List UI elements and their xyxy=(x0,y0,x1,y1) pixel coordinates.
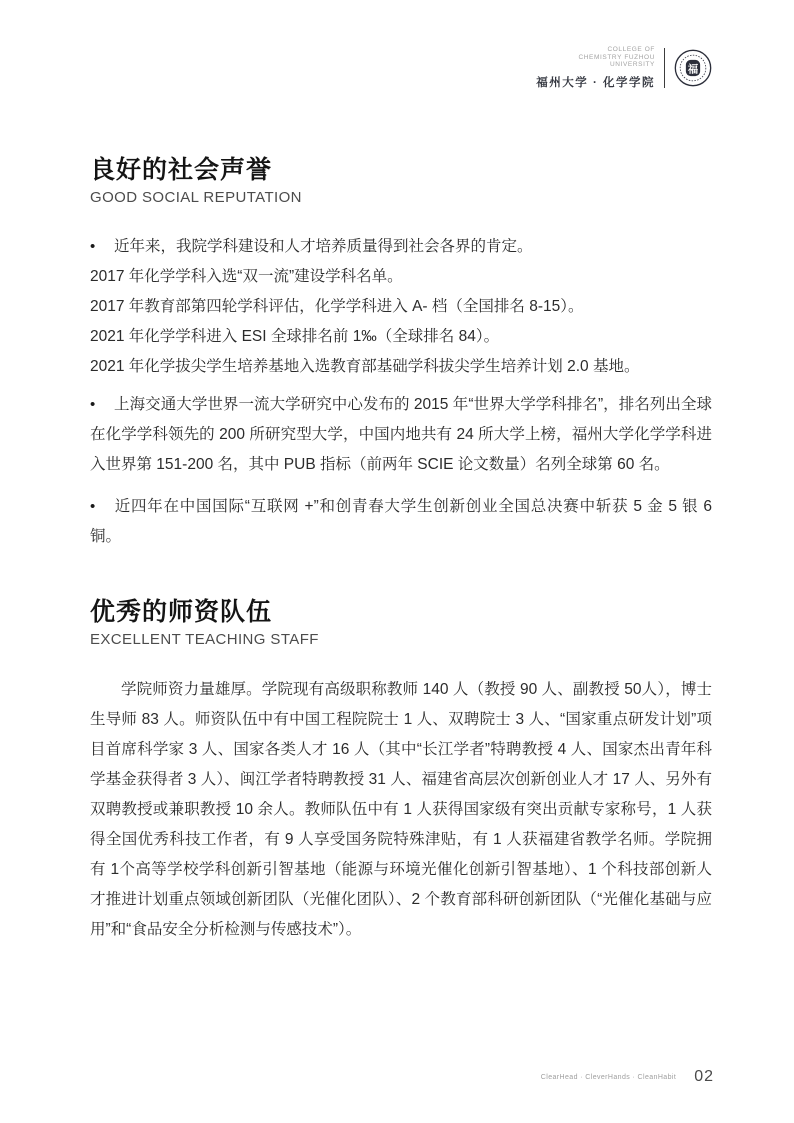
bullet-line xyxy=(90,232,712,262)
bullet3-text: 近四年在中国国际“互联网 +”和创青春大学生创新创业全国总决赛中斩获 5 金 5 银 6 铜。 xyxy=(90,498,712,545)
section1-bullet2 xyxy=(90,390,712,480)
org-caption-line-1: COLLEGE OF xyxy=(607,46,655,53)
header-divider xyxy=(664,48,665,88)
bullet-icon: • xyxy=(90,498,96,515)
page-number: 02 xyxy=(694,1068,714,1085)
university-seal-icon xyxy=(674,49,712,87)
section1-title-en: GOOD SOCIAL REPUTATION xyxy=(90,189,302,206)
bullet1-lead-text: 近年来，我院学科建设和人才培养质量得到社会各界的肯定。 xyxy=(114,238,533,255)
section2-title-cn: 优秀的师资队伍 xyxy=(90,598,273,626)
page-footer xyxy=(541,1068,714,1086)
bullet1-line-2: 2017 年化学学科入选“双一流”建设学科名单。 xyxy=(90,268,403,285)
section1-title-cn: 良好的社会声誉 xyxy=(90,156,273,184)
bullet-icon: • xyxy=(90,238,96,255)
page-header xyxy=(536,46,712,90)
bullet1-line-4: 2021 年化学学科进入 ESI 全球排名前 1‰（全球排名 84）。 xyxy=(90,328,500,345)
org-caption-line-3: UNIVERSITY xyxy=(609,61,655,68)
svg-text:福: 福 xyxy=(687,64,699,76)
org-caption-line-2: CHEMISTRY FUZHOU xyxy=(578,53,655,61)
section1-bullet3 xyxy=(90,492,712,552)
section1-title xyxy=(90,155,710,206)
bullet1-line-5: 2021 年化学拔尖学生培养基地入选教育部基础学科拔尖学生培养计划 2.0 基地。 xyxy=(90,358,640,375)
section2-title xyxy=(90,597,710,648)
section1-bullet1 xyxy=(90,232,712,382)
org-text-block xyxy=(536,46,655,90)
section2-paragraph: 学院师资力量雄厚。学院现有高级职称教师 140 人（教授 90 人、副教授 50人），博士生导师 83 人。师资队伍中有中国工程院院士 1 人、双聘院士 3 人、“国家重点研发计划”项目首席科学家 3 人、国家各类人才 16 人（其中“长江学者”特聘教授 4 人、国家杰出青年科学基金获得者 3 人）、闽江学者特聘教授 31 人、福建省高层次创新创业人才 17 人、另外有双聘教授或兼职教授 10 余人。教师队伍中有 1 人获得国家级有突出贡献专家称号，1 人获得全国优秀科技工作者，有 9 人享受国务院特殊津贴，有 1 人获福建省教学名师。学院拥有 1个高等学校学科创新引智基地（能源与环境光催化创新引智基地）、1 个科技部创新人才推进计划重点领域创新团队（光催化团队）、2 个教育部科研创新团队（“光催化基础与应用”和“食品安全分析检测与传感技术”）。 xyxy=(90,681,712,938)
bullet-icon: • xyxy=(90,396,96,413)
org-name: 福州大学 · 化学学院 xyxy=(536,76,655,89)
bullet2-text: 上海交通大学世界一流大学研究中心发布的 2015 年“世界大学学科排名”，排名列出全球在化学学科领先的 200 所研究型大学，中国内地共有 24 所大学上榜，福州大学化学学科进入世界第 151-200 名，其中 PUB 指标（前两年 SCIE 论文数量）名列全球第 60 名。 xyxy=(90,396,712,473)
section2-title-en: EXCELLENT TEACHING STAFF xyxy=(90,631,319,648)
footer-slogan: ClearHead · CleverHands · CleanHabit xyxy=(540,1073,677,1081)
bullet1-line-3: 2017 年教育部第四轮学科评估，化学学科进入 A- 档（全国排名 8-15）。 xyxy=(90,298,584,315)
